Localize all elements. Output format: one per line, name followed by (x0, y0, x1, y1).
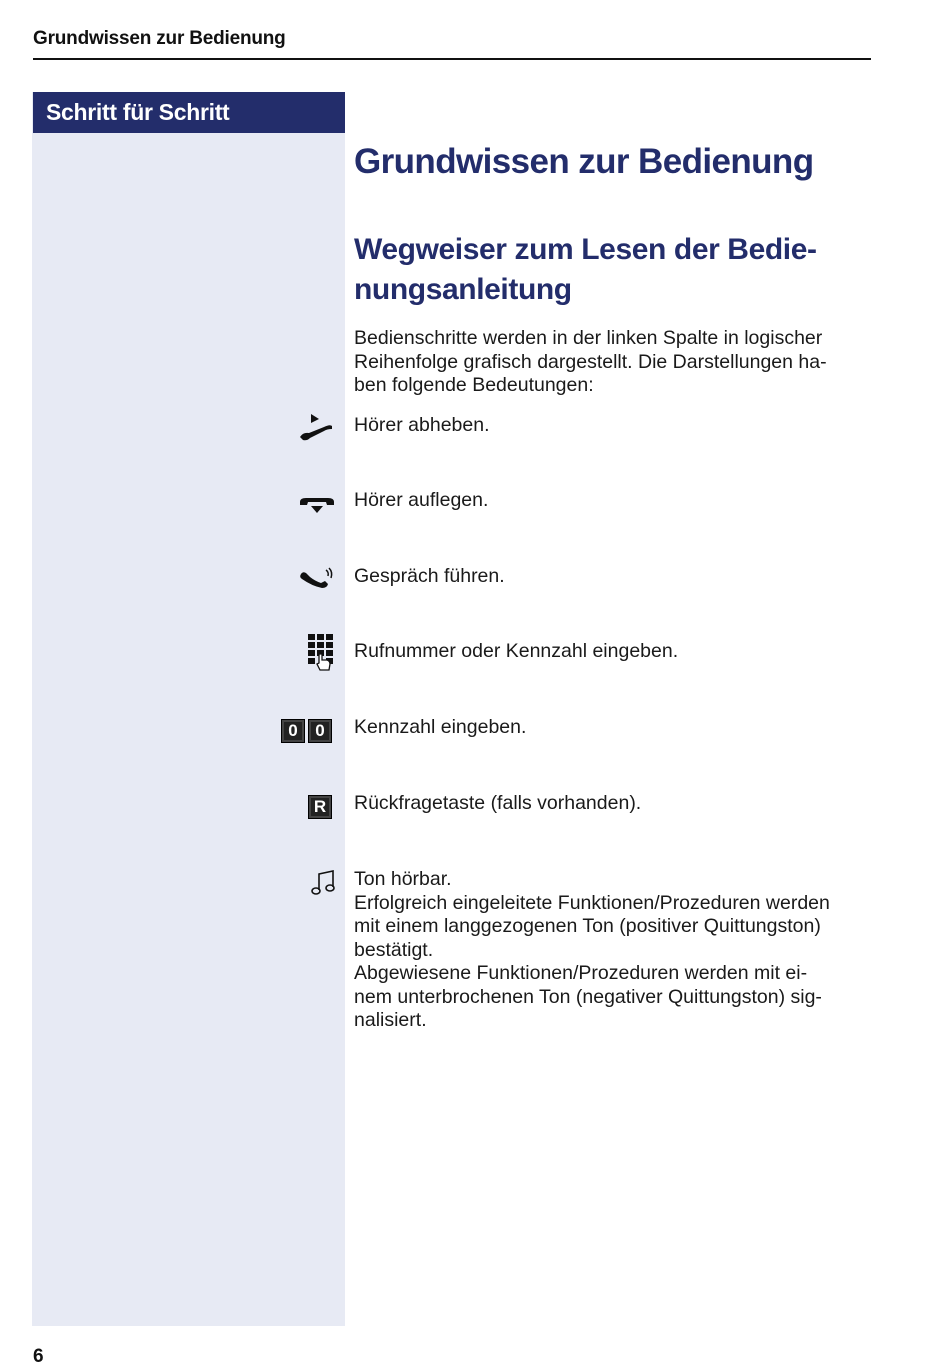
handset-lift-icon (297, 412, 335, 442)
tone-line: bestätigt. (354, 938, 434, 961)
handset-talk-icon (298, 566, 336, 592)
tone-line: Abgewiesene Funktionen/Prozeduren werden mit ei- (354, 962, 808, 984)
r-key-icon: R (308, 795, 332, 819)
section-title-line1: Wegweiser zum Lesen der Bedie- (354, 233, 817, 266)
tone-line: nalisiert. (354, 1009, 427, 1031)
intro-line: ben folgende Bedeutungen: (354, 374, 594, 396)
step-column-heading: Schritt für Schritt (33, 92, 345, 133)
header-rule (33, 58, 871, 60)
section-title-line2: nungsanleitung (354, 273, 572, 306)
legend-text: Hörer abheben. (354, 414, 490, 436)
tone-description (354, 868, 869, 1033)
intro-paragraph (354, 327, 869, 398)
music-note-icon (310, 869, 336, 897)
tone-line: Ton hörbar. (354, 868, 452, 890)
legend-text: Kennzahl eingeben. (354, 716, 527, 738)
handset-hangup-icon (298, 494, 336, 516)
tone-line: Erfolgreich eingeleitete Funktionen/Prozeduren werden (354, 891, 830, 914)
tone-line: mit einem langgezogenen Ton (positiver Quittungston) (354, 915, 821, 937)
legend-text: Rufnummer oder Kennzahl eingeben. (354, 640, 679, 662)
running-header: Grundwissen zur Bedienung (33, 28, 286, 49)
section-title (354, 230, 874, 310)
legend-text: Hörer auflegen. (354, 489, 489, 511)
tone-line: nem unterbrochenen Ton (negativer Quittungston) sig- (354, 985, 822, 1008)
keypad-icon (307, 633, 335, 671)
intro-line: Reihenfolge grafisch dargestellt. Die Darstellungen ha- (354, 350, 827, 373)
step-column (32, 92, 345, 1326)
intro-line: Bedienschritte werden in der linken Spalte in logischer (354, 327, 823, 349)
digit-key-icon: 0 (281, 719, 305, 743)
legend-text: Rückfragetaste (falls vorhanden). (354, 792, 642, 814)
page-title: Grundwissen zur Bedienung (354, 142, 814, 181)
page-number: 6 (33, 1346, 44, 1367)
digit-key-icon: 0 (308, 719, 332, 743)
legend-text: Gespräch führen. (354, 565, 505, 587)
